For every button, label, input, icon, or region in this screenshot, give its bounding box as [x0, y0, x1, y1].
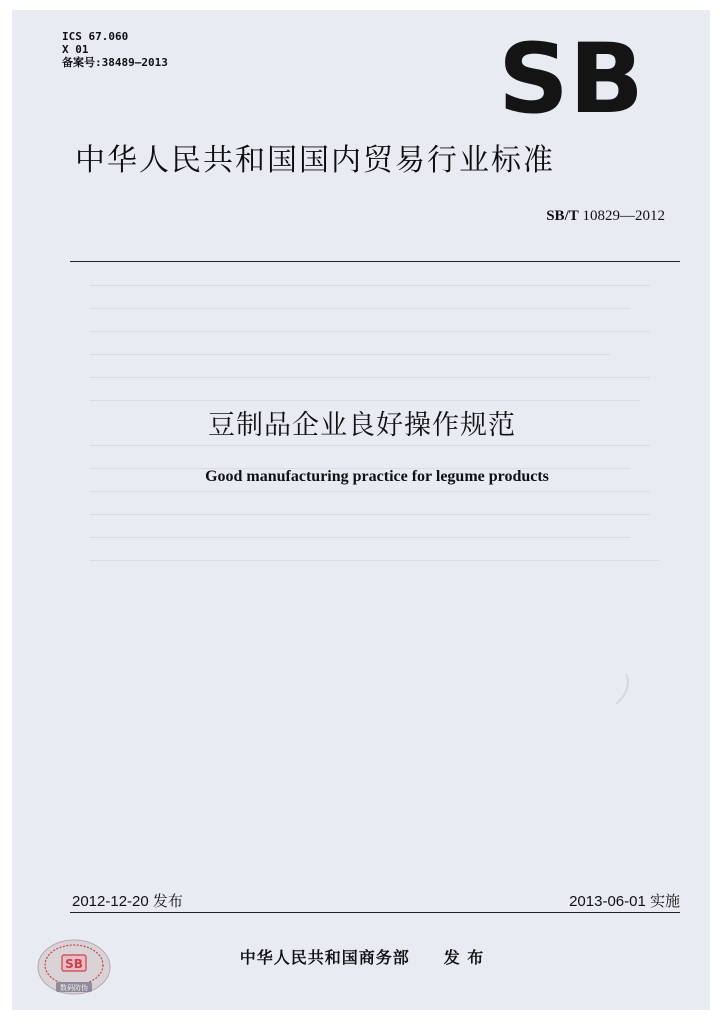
industry-standard-title: 中华人民共和国国内贸易行业标准	[75, 143, 555, 178]
ics-code: ICS 67.060	[62, 30, 129, 43]
show-through-lines	[70, 200, 670, 580]
classification-block	[62, 30, 168, 69]
record-number: 备案号:38489—2013	[62, 56, 168, 69]
implementation-date: 2013-06-01 实施	[569, 893, 680, 910]
header-divider	[70, 261, 680, 262]
issue-date: 2012-12-20 发布	[72, 893, 183, 910]
publish-action: 发 布	[443, 948, 485, 967]
seal-logo-text: SB	[65, 957, 83, 971]
anti-counterfeit-seal	[36, 938, 112, 996]
publisher-name: 中华人民共和国商务部	[239, 948, 410, 967]
document-title-cn: 豆制品企业良好操作规范	[208, 410, 516, 441]
document-title-en: Good manufacturing practice for legume products	[205, 468, 549, 485]
sb-logo-text: SB	[498, 35, 644, 117]
standard-code: SB/T	[546, 208, 579, 224]
standard-number-value: 10829—2012	[582, 208, 665, 224]
ccs-code: X 01	[62, 43, 89, 56]
footer-divider	[70, 912, 680, 913]
seal-caption: 数码防伪	[60, 984, 88, 992]
standard-number	[480, 208, 665, 225]
paper-scratch-mark	[610, 672, 634, 708]
sb-standard-logo	[497, 35, 645, 117]
